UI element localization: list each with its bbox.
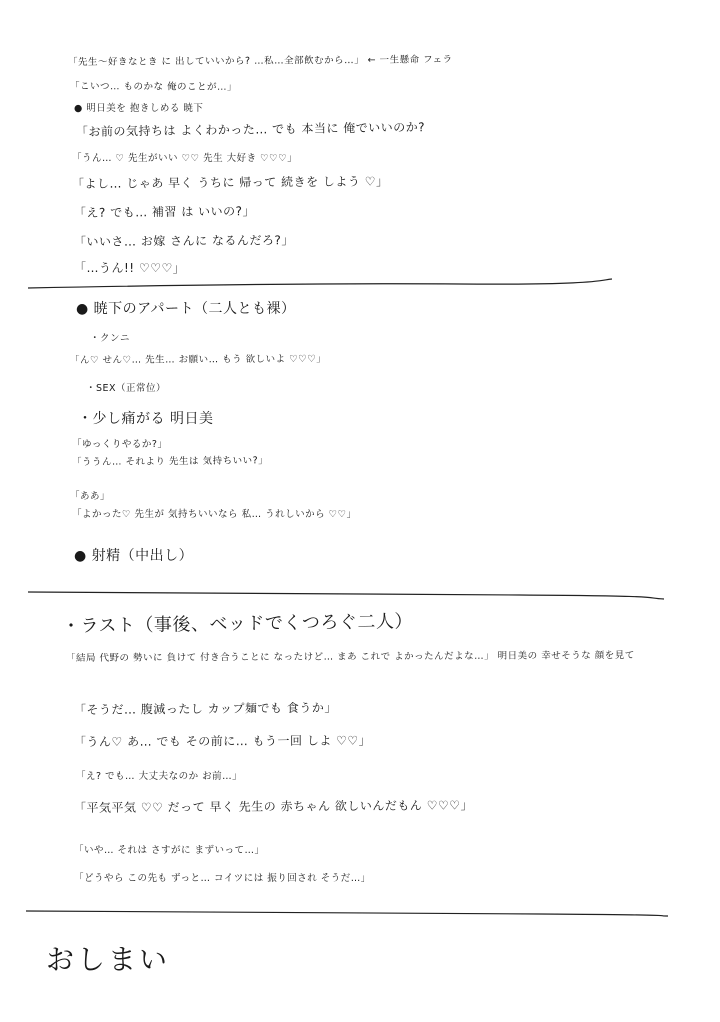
note-line: ● 明日美を 抱きしめる 暁下: [74, 103, 204, 114]
divider-line: [0, 586, 720, 606]
note-line: 「お前の気持ちは よくわかった… でも 本当に 俺でいいのか?: [75, 120, 426, 139]
ending-text: おしまい: [46, 943, 171, 976]
note-line: 「結局 代野の 勢いに 負けて 付き合うことに なったけど… まあ これで よかったんだよな…」 明日美の 幸せそうな 顔を見て: [65, 650, 635, 664]
note-line: 「どうやら この先も ずっと… コイツには 振り回され そうだ…」: [74, 873, 371, 884]
note-line: 「よし… じゃあ 早く うちに 帰って 続きを しよう ♡」: [71, 174, 389, 191]
note-line: 「ああ」: [70, 491, 111, 502]
note-line: 「先生～好きなとき に 出していいから? …私…全部飲むから…」 ← 一生懸命 フェラ: [67, 54, 453, 68]
note-line: ● 暁下のアパート（二人とも裸）: [76, 301, 296, 317]
note-line: 「うん… ♡ 先生がいい ♡♡ 先生 大好き ♡♡♡」: [72, 153, 298, 164]
note-line: 「ううん… それより 先生は 気持ちいい?」: [71, 455, 269, 468]
divider-line: [0, 904, 720, 924]
note-line: 「…うん!! ♡♡♡」: [74, 261, 186, 275]
note-line: ・少し痛がる 明日美: [78, 411, 214, 427]
note-line: 「いや… それは さすがに まずいって…」: [74, 845, 265, 856]
note-line: ・SEX（正常位）: [86, 383, 167, 394]
note-line: 「うん♡ あ… でも その前に… もう一回 しよ ♡♡」: [73, 733, 372, 749]
note-line: 「え? でも… 大丈夫なのか お前…」: [76, 771, 243, 782]
note-line: ● 射精（中出し）: [74, 548, 194, 564]
note-line: ・ラスト（事後、ベッドでくつろぐ二人）: [61, 611, 414, 637]
note-line: ・クンニ: [90, 333, 131, 344]
note-line: 「いいさ… お嫁 さんに なるんだろ?」: [73, 233, 294, 249]
note-line: 「こいつ… ものかな 俺のことが…」: [69, 81, 238, 93]
note-line: 「ゆっくりやるか?」: [72, 439, 168, 450]
divider-line: [0, 276, 720, 296]
note-line: 「そうだ… 腹減ったし カップ麺でも 食うか」: [73, 700, 337, 717]
note-line: 「よかった♡ 先生が 気持ちいいなら 私… うれしいから ♡♡」: [72, 509, 357, 520]
note-line: 「平気平気 ♡♡ だって 早く 先生の 赤ちゃん 欲しいんだもん ♡♡♡」: [73, 798, 474, 815]
note-line: 「ん♡ せん♡… 先生… お願い… もう 欲しいよ ♡♡♡」: [69, 353, 327, 366]
note-line: 「え? でも… 補習 は いいの?」: [73, 204, 256, 220]
